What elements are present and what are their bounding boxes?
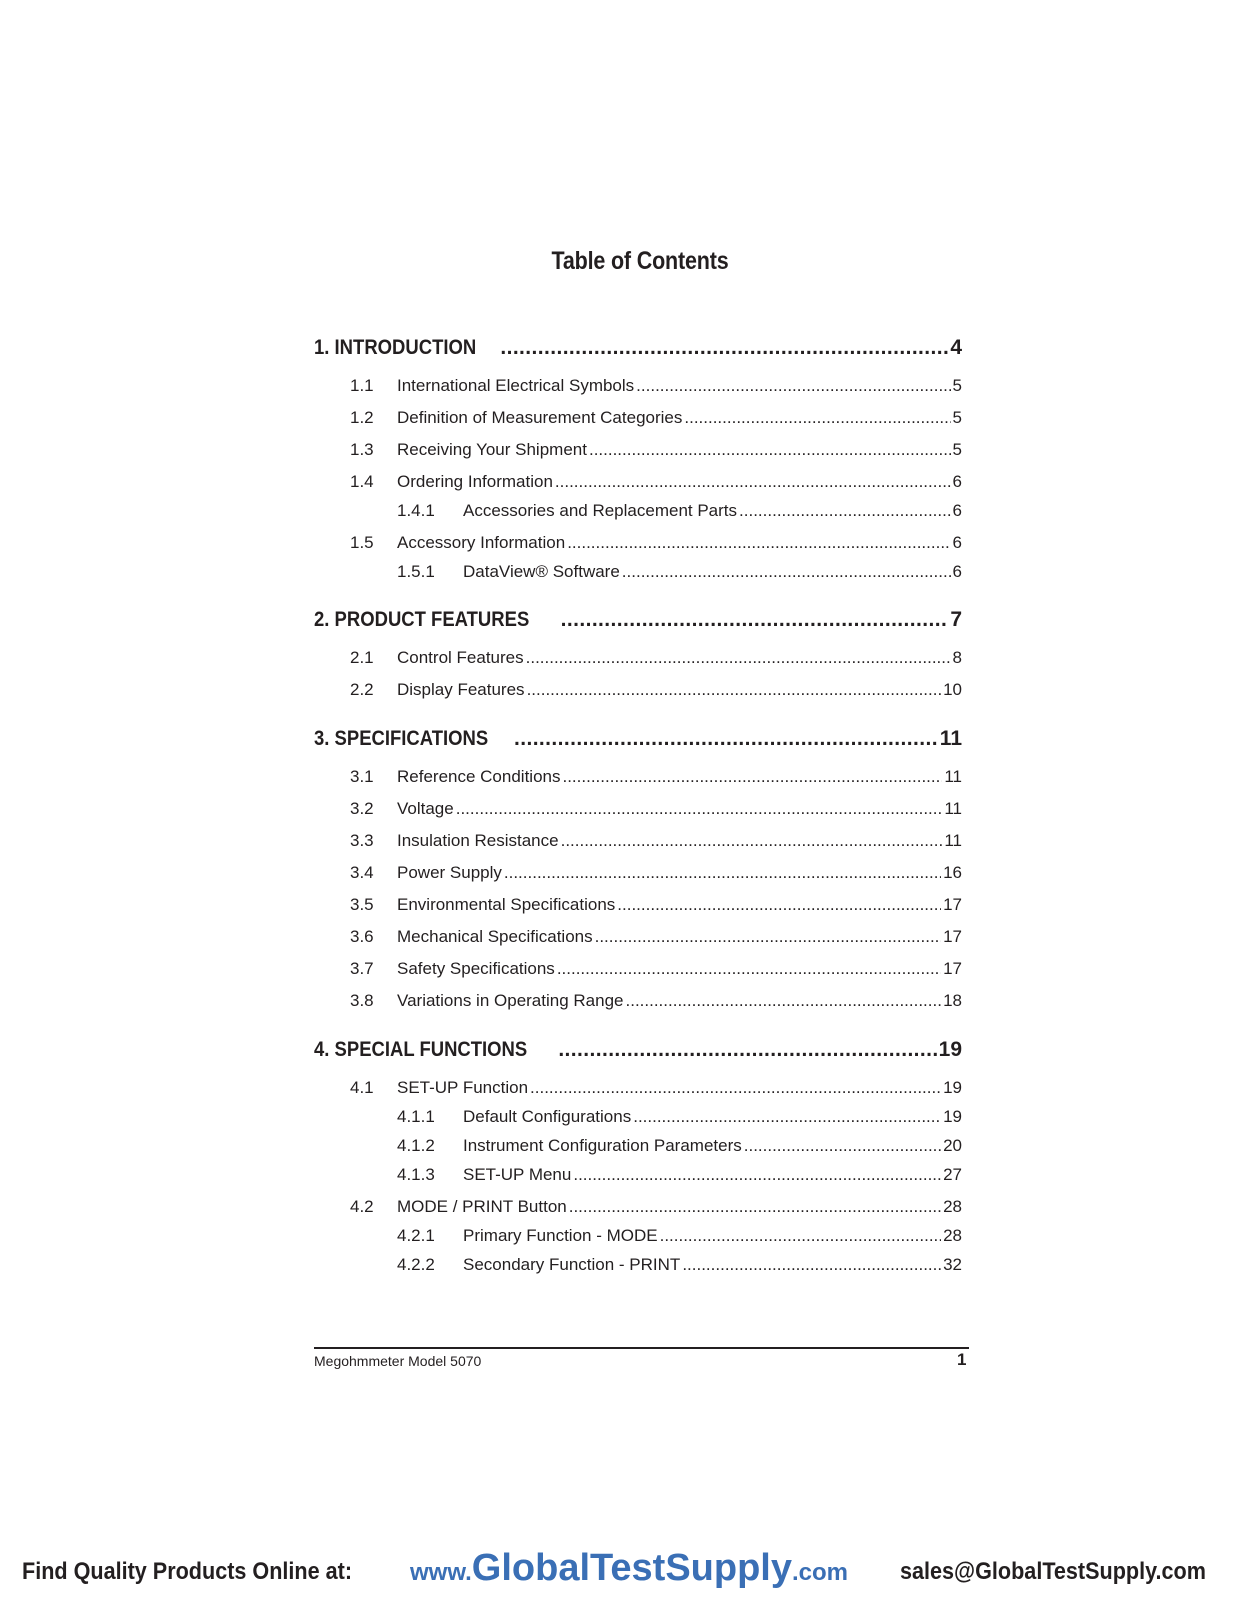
toc-leader-dots	[744, 1136, 941, 1156]
toc-page-number: 5	[952, 408, 962, 427]
toc-leader-dots	[500, 336, 948, 360]
toc-entry-title: SET-UP Function	[397, 1078, 529, 1097]
toc-leader-dots	[684, 408, 950, 428]
toc-subentry[interactable]	[397, 1255, 962, 1275]
toc-page-number: 7	[950, 608, 962, 631]
toc-chapter-label: 4. SPECIAL FUNCTIONS	[314, 1038, 528, 1061]
toc-leader-dots	[589, 440, 951, 460]
toc-page-number: 19	[938, 1038, 962, 1061]
toc-leader-dots	[595, 927, 941, 947]
toc-entry-title: Variations in Operating Range	[397, 991, 624, 1010]
toc-entry-title: Power Supply	[397, 863, 502, 882]
toc-page-number: 16	[943, 863, 962, 882]
toc-entry-title: Environmental Specifications	[397, 895, 616, 914]
toc-entry[interactable]	[350, 831, 962, 851]
toc-subentry[interactable]	[397, 562, 962, 582]
toc-entry-number: 4.1.2	[397, 1136, 435, 1155]
toc-page-number: 28	[943, 1226, 962, 1245]
toc-entry-number: 2.2	[350, 680, 374, 699]
toc-entry-title: Accessories and Replacement Parts	[463, 501, 738, 520]
toc-page-number: 17	[943, 959, 962, 978]
toc-entry-number: 1.4	[350, 472, 374, 491]
toc-subentry[interactable]	[397, 1107, 962, 1127]
toc-entry-title: MODE / PRINT Button	[397, 1197, 567, 1216]
toc-entry[interactable]	[350, 895, 962, 915]
toc-page-number: 11	[944, 799, 962, 818]
toc-leader-dots	[622, 562, 951, 582]
toc-page-number: 6	[952, 533, 962, 552]
toc-subentry[interactable]	[397, 501, 962, 521]
toc-entry-number: 2.1	[350, 648, 374, 667]
toc-entry-number: 1.2	[350, 408, 374, 427]
toc-entry-number: 4.2	[350, 1197, 374, 1216]
toc-subentry[interactable]	[397, 1165, 962, 1185]
toc-entry-title: Insulation Resistance	[397, 831, 559, 850]
toc-leader-dots	[561, 608, 949, 632]
toc-leader-dots	[626, 991, 942, 1011]
banner-tagline: Find Quality Products Online at:	[22, 1558, 353, 1585]
toc-page-number: 6	[952, 501, 962, 520]
toc-entry-title: Safety Specifications	[397, 959, 555, 978]
toc-page-number: 10	[943, 680, 962, 699]
toc-chapter[interactable]	[314, 336, 962, 360]
toc-page-number: 6	[952, 472, 962, 491]
footer-page-number: 1	[957, 1350, 967, 1369]
toc-leader-dots	[561, 831, 943, 851]
page-title: Table of Contents	[551, 247, 729, 275]
toc-page-number: 5	[952, 376, 962, 395]
toc-entry-number: 3.8	[350, 991, 374, 1010]
toc-chapter[interactable]	[314, 1038, 962, 1062]
toc-entry-title: Ordering Information	[397, 472, 553, 491]
toc-entry[interactable]	[350, 959, 962, 979]
toc-entry-title: Default Configurations	[463, 1107, 632, 1126]
toc-entry-title: DataView® Software	[463, 562, 620, 581]
toc-page-number: 11	[944, 831, 962, 850]
toc-chapter[interactable]	[314, 727, 962, 751]
toc-page-number: 6	[952, 562, 962, 581]
toc-entry-number: 3.6	[350, 927, 374, 946]
toc-leader-dots	[636, 376, 950, 396]
toc-entry-title: Control Features	[397, 648, 524, 667]
toc-page-number: 28	[943, 1197, 962, 1216]
toc-entry[interactable]	[350, 799, 962, 819]
footer-model-name: Megohmmeter Model 5070	[314, 1353, 482, 1369]
toc-leader-dots	[456, 799, 943, 819]
toc-entry[interactable]	[350, 991, 962, 1011]
toc-page-number: 18	[943, 991, 962, 1010]
toc-page-number: 8	[952, 648, 962, 667]
toc-leader-dots	[562, 767, 942, 787]
toc-page-number: 11	[939, 727, 962, 750]
toc-entry-number: 1.5	[350, 533, 374, 552]
toc-chapter-label: 2. PRODUCT FEATURES	[314, 608, 530, 631]
toc-entry-title: Instrument Configuration Parameters	[463, 1136, 742, 1155]
toc-entry-title: Secondary Function - PRINT	[463, 1255, 681, 1274]
toc-entry-number: 1.1	[350, 376, 374, 395]
toc-entry-title: Mechanical Specifications	[397, 927, 593, 946]
toc-entry[interactable]	[350, 472, 962, 492]
toc-chapter[interactable]	[314, 608, 962, 632]
toc-entry-number: 4.1.1	[397, 1107, 435, 1126]
toc-page-number: 19	[943, 1107, 962, 1126]
toc-page-number: 17	[943, 927, 962, 946]
toc-page-number: 27	[943, 1165, 962, 1184]
toc-entry-number: 1.4.1	[397, 501, 435, 520]
toc-leader-dots	[504, 863, 941, 883]
toc-leader-dots	[530, 1078, 941, 1098]
toc-leader-dots	[573, 1165, 941, 1185]
toc-subentry[interactable]	[397, 1226, 962, 1246]
toc-entry-number: 3.1	[350, 767, 374, 786]
banner-email-link[interactable]: sales@GlobalTestSupply.com	[900, 1558, 1206, 1585]
toc-entry[interactable]	[350, 1197, 962, 1217]
toc-leader-dots	[526, 648, 951, 668]
toc-page-number: 5	[952, 440, 962, 459]
toc-entry[interactable]	[350, 648, 962, 668]
toc-leader-dots	[527, 680, 942, 700]
toc-page-number: 19	[943, 1078, 962, 1097]
toc-entry-number: 1.3	[350, 440, 374, 459]
toc-entry-title: Reference Conditions	[397, 767, 561, 786]
toc-leader-dots	[617, 895, 941, 915]
toc-leader-dots	[633, 1107, 941, 1127]
toc-entry-number: 3.4	[350, 863, 374, 882]
footer-divider	[314, 1347, 969, 1349]
toc-entry-number: 3.3	[350, 831, 374, 850]
toc-subentry[interactable]	[397, 1136, 962, 1156]
toc-leader-dots	[569, 1197, 941, 1217]
toc-page-number: 20	[943, 1136, 962, 1155]
toc-entry-title: International Electrical Symbols	[397, 376, 635, 395]
toc-entry-title: Accessory Information	[397, 533, 566, 552]
toc-entry[interactable]	[350, 767, 962, 787]
toc-entry-title: SET-UP Menu	[463, 1165, 572, 1184]
toc-entry[interactable]	[350, 440, 962, 460]
toc-entry-title: Voltage	[397, 799, 454, 818]
toc-page-number: 17	[943, 895, 962, 914]
toc-entry[interactable]	[350, 408, 962, 428]
toc-leader-dots	[557, 959, 941, 979]
toc-entry[interactable]	[350, 863, 962, 883]
toc-leader-dots	[682, 1255, 941, 1275]
toc-entry-number: 4.1.3	[397, 1165, 435, 1184]
toc-entry-number: 4.1	[350, 1078, 374, 1097]
toc-entry-number: 4.2.1	[397, 1226, 435, 1245]
toc-chapter-label: 3. SPECIFICATIONS	[314, 727, 489, 750]
toc-entry[interactable]	[350, 1078, 962, 1098]
toc-leader-dots	[514, 727, 938, 751]
banner-url-suffix: .com	[792, 1559, 849, 1586]
toc-entry-number: 4.2.2	[397, 1255, 435, 1274]
toc-entry-number: 1.5.1	[397, 562, 435, 581]
toc-leader-dots	[660, 1226, 941, 1246]
toc-entry-title: Receiving Your Shipment	[397, 440, 587, 459]
banner-url-main: GlobalTestSupply	[471, 1547, 792, 1589]
toc-chapter-label: 1. INTRODUCTION	[314, 336, 477, 359]
toc-leader-dots	[558, 1038, 936, 1062]
banner-url-prefix: www.	[410, 1559, 472, 1586]
toc-entry[interactable]	[350, 533, 962, 553]
toc-page-number: 4	[950, 336, 962, 359]
toc-entry-number: 3.5	[350, 895, 374, 914]
toc-leader-dots	[555, 472, 951, 492]
toc-entry-title: Display Features	[397, 680, 525, 699]
toc-page-number: 11	[944, 767, 962, 786]
toc-entry[interactable]	[350, 927, 962, 947]
toc-entry-number: 3.2	[350, 799, 374, 818]
toc-entry-number: 3.7	[350, 959, 374, 978]
banner-website-link[interactable]	[410, 1547, 848, 1590]
toc-entry-title: Definition of Measurement Categories	[397, 408, 683, 427]
toc-entry-title: Primary Function - MODE	[463, 1226, 658, 1245]
toc-leader-dots	[567, 533, 950, 553]
toc-entry[interactable]	[350, 376, 962, 396]
toc-page-number: 32	[943, 1255, 962, 1274]
toc-entry[interactable]	[350, 680, 962, 700]
toc-leader-dots	[739, 501, 951, 521]
